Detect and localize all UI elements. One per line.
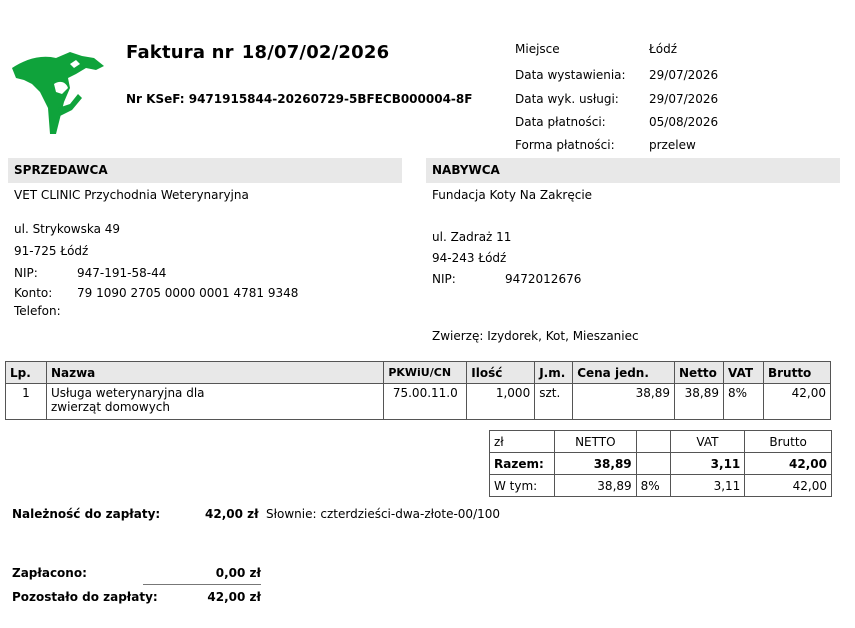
payment-date-value: 05/08/2026 bbox=[649, 115, 719, 129]
seller-city: 91-725 Łódź bbox=[14, 244, 89, 258]
col-gross: Brutto bbox=[763, 362, 830, 384]
summary-vat-header: VAT bbox=[670, 431, 745, 453]
seller-phone-label: Telefon: bbox=[14, 304, 61, 318]
seller-street: ul. Strykowska 49 bbox=[14, 222, 121, 236]
remaining-value: 42,00 zł bbox=[207, 590, 261, 604]
item-vat: 8% bbox=[724, 384, 764, 420]
buyer-nip: 9472012676 bbox=[505, 272, 582, 286]
summary-header-row bbox=[490, 431, 832, 453]
payment-date-label: Data płatności: bbox=[515, 115, 606, 129]
invoice-title: Faktura nr 18/07/02/2026 bbox=[126, 42, 390, 63]
amount-due-value: 42,00 zł bbox=[205, 507, 259, 521]
col-unit: J.m. bbox=[535, 362, 573, 384]
item-net: 38,89 bbox=[675, 384, 724, 420]
buyer-city: 94-243 Łódź bbox=[432, 251, 507, 265]
items-table bbox=[5, 361, 831, 420]
summary-net-header: NETTO bbox=[554, 431, 636, 453]
summary-total-vat: 3,11 bbox=[670, 453, 745, 475]
issue-date-label: Data wystawienia: bbox=[515, 68, 626, 82]
seller-account-label: Konto: bbox=[14, 286, 53, 300]
invoice-number: 18/07/02/2026 bbox=[241, 42, 390, 63]
col-net: Netto bbox=[675, 362, 724, 384]
col-pkwiu: PKWiU/CN bbox=[384, 362, 467, 384]
items-header-row bbox=[6, 362, 831, 384]
summary-sub-gross: 42,00 bbox=[745, 475, 832, 497]
summary-currency: zł bbox=[490, 431, 555, 453]
summary-sub-vat: 3,11 bbox=[670, 475, 745, 497]
summary-sub-row bbox=[490, 475, 832, 497]
payment-method-value: przelew bbox=[649, 138, 696, 152]
seller-name: VET CLINIC Przychodnia Weterynaryjna bbox=[14, 188, 249, 202]
paid-value: 0,00 zł bbox=[215, 566, 261, 580]
clinic-logo-icon bbox=[10, 44, 106, 134]
seller-account: 79 1090 2705 0000 0001 4781 9348 bbox=[77, 286, 299, 300]
summary-table bbox=[489, 430, 832, 497]
item-name-line1: Usługa weterynaryjna dla bbox=[50, 386, 205, 400]
col-vat: VAT bbox=[724, 362, 764, 384]
seller-header: SPRZEDAWCA bbox=[8, 158, 402, 183]
item-unit: szt. bbox=[535, 384, 573, 420]
col-lp: Lp. bbox=[6, 362, 47, 384]
item-unit-price: 38,89 bbox=[573, 384, 675, 420]
item-pkwiu: 75.00.11.0 bbox=[384, 384, 467, 420]
item-name bbox=[46, 384, 383, 420]
col-qty: Ilość bbox=[467, 362, 535, 384]
summary-total-row bbox=[490, 453, 832, 475]
ksef-number: Nr KSeF: 9471915844-20260729-5BFECB000004-8F bbox=[126, 92, 473, 106]
amount-due-label: Należność do zapłaty: bbox=[12, 507, 161, 521]
summary-total-label: Razem: bbox=[490, 453, 555, 475]
item-lp: 1 bbox=[6, 384, 47, 420]
paid-divider bbox=[143, 584, 261, 585]
paid-label: Zapłacono: bbox=[12, 566, 87, 580]
summary-sub-net: 38,89 bbox=[554, 475, 636, 497]
summary-total-net: 38,89 bbox=[554, 453, 636, 475]
buyer-street: ul. Zadraż 11 bbox=[432, 230, 512, 244]
buyer-name: Fundacja Koty Na Zakręcie bbox=[432, 188, 593, 202]
seller-nip: 947-191-58-44 bbox=[77, 266, 167, 280]
buyer-animal: Zwierzę: Izydorek, Kot, Mieszaniec bbox=[432, 329, 639, 343]
summary-sub-rate: 8% bbox=[636, 475, 670, 497]
buyer-nip-label: NIP: bbox=[432, 272, 456, 286]
issue-date-value: 29/07/2026 bbox=[649, 68, 719, 82]
buyer-header: NABYWCA bbox=[426, 158, 840, 183]
seller-nip-label: NIP: bbox=[14, 266, 38, 280]
place-value: Łódź bbox=[649, 42, 678, 56]
summary-total-gross: 42,00 bbox=[745, 453, 832, 475]
item-qty: 1,000 bbox=[467, 384, 535, 420]
summary-gross-header: Brutto bbox=[745, 431, 832, 453]
service-date-label: Data wyk. usługi: bbox=[515, 92, 619, 106]
remaining-label: Pozostało do zapłaty: bbox=[12, 590, 158, 604]
summary-sub-label: W tym: bbox=[490, 475, 555, 497]
col-unit-price: Cena jedn. bbox=[573, 362, 675, 384]
payment-method-label: Forma płatności: bbox=[515, 138, 615, 152]
service-date-value: 29/07/2026 bbox=[649, 92, 719, 106]
amount-in-words: Słownie: czterdzieści-dwa-złote-00/100 bbox=[266, 507, 501, 521]
place-label: Miejsce bbox=[515, 42, 560, 56]
item-gross: 42,00 bbox=[763, 384, 830, 420]
col-name: Nazwa bbox=[46, 362, 383, 384]
table-row bbox=[6, 384, 831, 420]
item-name-line2: zwierząt domowych bbox=[50, 400, 171, 414]
